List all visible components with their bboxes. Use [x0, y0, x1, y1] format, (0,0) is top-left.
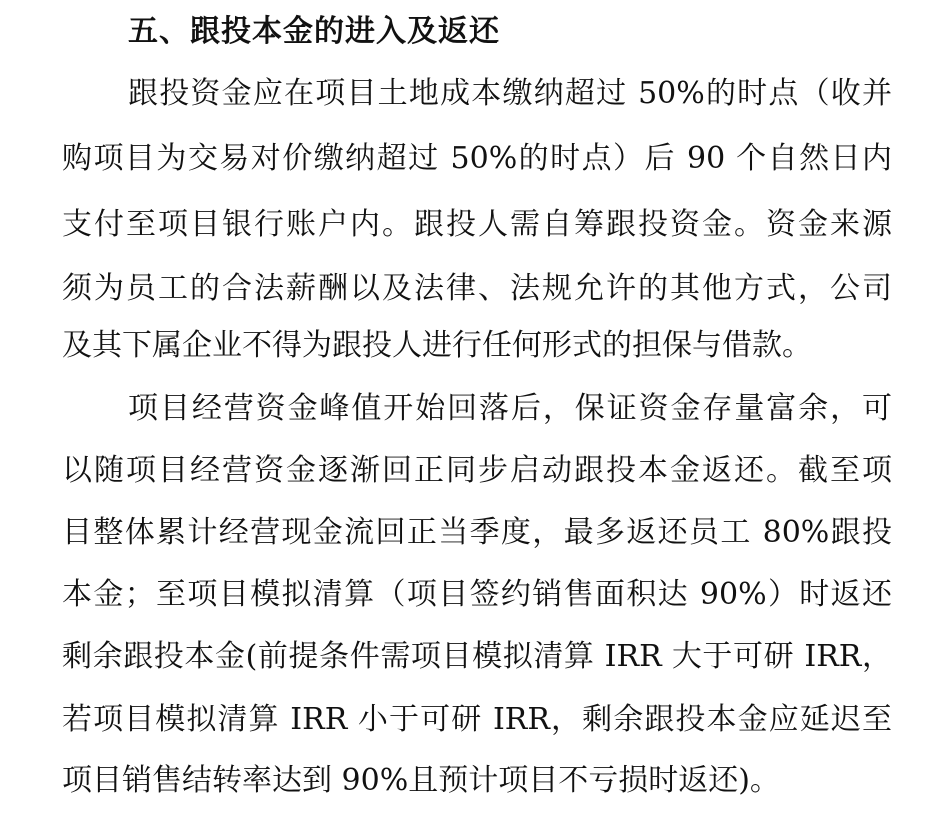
paragraph-line: 以随项目经营资金逐渐回正同步启动跟投本金返还。截至项: [62, 453, 892, 488]
paragraph-line: 项目销售结转率达到 90%且预计项目不亏损时返还)。: [62, 763, 780, 798]
paragraph-line: 项目经营资金峰值开始回落后，保证资金存量富余，可: [128, 391, 892, 426]
paragraph-line: 及其下属企业不得为跟投人进行任何形式的担保与借款。: [62, 328, 812, 363]
paragraph-line: 本金；至项目模拟清算（项目签约销售面积达 90%）时返还: [62, 577, 892, 612]
paragraph-line: 须为员工的合法薪酬以及法律、法规允许的其他方式，公司: [62, 271, 892, 306]
paragraph-line: 跟投资金应在项目土地成本缴纳超过 50%的时点（收并: [128, 76, 892, 111]
paragraph-line: 若项目模拟清算 IRR 小于可研 IRR，剩余跟投本金应延迟至: [62, 702, 892, 737]
paragraph-line: 剩余跟投本金(前提条件需项目模拟清算 IRR 大于可研 IRR，: [62, 639, 892, 674]
section-heading: 五、跟投本金的进入及返还: [128, 14, 500, 49]
paragraph-line: 目整体累计经营现金流回正当季度，最多返还员工 80%跟投: [62, 515, 892, 550]
paragraph-line: 支付至项目银行账户内。跟投人需自筹跟投资金。资金来源: [62, 207, 892, 242]
paragraph-line: 购项目为交易对价缴纳超过 50%的时点）后 90 个自然日内: [62, 141, 892, 176]
